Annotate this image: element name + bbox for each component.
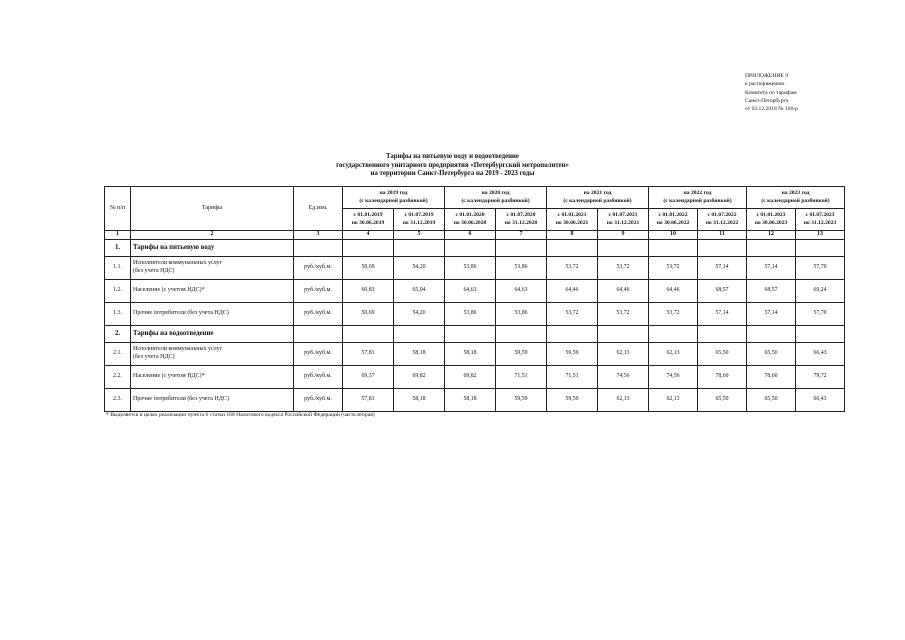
period-line: с 01.07.2021 xyxy=(608,211,638,218)
tariff-value: 57,14 xyxy=(698,303,747,326)
tariff-value: 53,72 xyxy=(598,303,649,326)
empty-cell xyxy=(445,326,496,343)
tariff-value: 53,72 xyxy=(547,257,598,280)
tariff-value: 71,51 xyxy=(547,366,598,389)
header-line: от 03.12.2018 № 166-р xyxy=(745,106,798,113)
tariff-value: 65,50 xyxy=(698,389,747,412)
col-number: 2 xyxy=(131,231,294,240)
empty-cell xyxy=(343,240,394,257)
empty-cell xyxy=(547,326,598,343)
period-line: по 31.12.2021 xyxy=(606,219,640,226)
empty-cell xyxy=(294,240,343,257)
tariff-value: 65,50 xyxy=(747,343,796,366)
row-num: 2.3. xyxy=(105,389,131,412)
tariff-value: 62,13 xyxy=(649,389,698,412)
tariff-value: 64,63 xyxy=(445,280,496,303)
section-num: 1. xyxy=(105,240,131,257)
year-sub: (с календарной разбивкой) xyxy=(563,197,632,204)
tariff-value: 54,20 xyxy=(394,303,445,326)
empty-cell xyxy=(698,240,747,257)
tariff-value: 78,60 xyxy=(747,366,796,389)
period-header xyxy=(445,209,496,231)
tariff-value: 78,60 xyxy=(698,366,747,389)
tariff-value: 58,18 xyxy=(445,389,496,412)
tariff-value: 64,46 xyxy=(598,280,649,303)
tariff-value: 53,86 xyxy=(496,257,547,280)
header-line: Санкт-Петербурга xyxy=(745,97,789,104)
tariff-value: 62,13 xyxy=(598,389,649,412)
col-number: 1 xyxy=(105,231,131,240)
col-number: 4 xyxy=(343,231,394,240)
tariff-value: 74,56 xyxy=(598,366,649,389)
tariff-value: 57,81 xyxy=(343,389,394,412)
tariff-value: 54,20 xyxy=(394,257,445,280)
row-name xyxy=(131,343,294,366)
tariff-value: 62,13 xyxy=(598,343,649,366)
empty-cell xyxy=(598,326,649,343)
col-number: 3 xyxy=(294,231,343,240)
tariff-value: 59,59 xyxy=(547,389,598,412)
empty-cell xyxy=(747,240,796,257)
period-line: по 31.12.2020 xyxy=(504,219,538,226)
row-unit: руб./куб.м. xyxy=(294,389,343,412)
footnote: * Выделяется в целях реализации пункта 6 статьи 168 Налогового кодекса Российской Федерации (часть вторая) xyxy=(106,412,375,418)
tariff-value: 53,86 xyxy=(445,257,496,280)
period-line: с 01.07.2023 xyxy=(805,211,835,218)
tariff-value: 59,59 xyxy=(496,343,547,366)
row-name-line: Исполнители коммунальных услуг xyxy=(133,346,223,353)
year-header xyxy=(547,187,649,209)
section-title: Тарифы на водоотведение xyxy=(131,326,294,343)
row-num: 1.1. xyxy=(105,257,131,280)
col-number: 13 xyxy=(796,231,845,240)
row-unit: руб./куб.м. xyxy=(294,280,343,303)
row-num: 2.2. xyxy=(105,366,131,389)
section-num: 2. xyxy=(105,326,131,343)
empty-cell xyxy=(698,326,747,343)
period-header xyxy=(547,209,598,231)
row-unit: руб./куб.м. xyxy=(294,303,343,326)
tariff-value: 69,82 xyxy=(445,366,496,389)
empty-cell xyxy=(598,240,649,257)
tariff-value: 53,86 xyxy=(445,303,496,326)
period-header xyxy=(698,209,747,231)
row-name-line: Население (с учетом НДС)* xyxy=(133,373,205,380)
tariff-value: 74,56 xyxy=(649,366,698,389)
year-sub: (с календарной разбивкой) xyxy=(461,197,530,204)
tariff-value: 53,72 xyxy=(649,257,698,280)
year-header xyxy=(747,187,845,209)
row-name-line: Население (с учетом НДС)* xyxy=(133,287,205,294)
tariff-value: 53,72 xyxy=(649,303,698,326)
row-name-line: Прочие потребители (без учета НДС) xyxy=(133,310,229,317)
title-line: Тарифы на питьевую воду и водоотведение xyxy=(386,153,519,160)
tariff-value: 65,50 xyxy=(747,389,796,412)
year-label: на 2020 год xyxy=(481,189,510,196)
period-header xyxy=(598,209,649,231)
tariff-value: 62,13 xyxy=(649,343,698,366)
col-number: 5 xyxy=(394,231,445,240)
period-line: с 01.01.2019 xyxy=(353,211,383,218)
tariff-value: 59,59 xyxy=(496,389,547,412)
header-line: ПРИЛОЖЕНИЕ 9 xyxy=(745,73,789,79)
tariff-value: 58,18 xyxy=(394,343,445,366)
empty-cell xyxy=(496,240,547,257)
period-line: с 01.01.2023 xyxy=(756,211,786,218)
row-name xyxy=(131,303,294,326)
empty-cell xyxy=(445,240,496,257)
row-unit: руб./куб.м. xyxy=(294,366,343,389)
row-name xyxy=(131,366,294,389)
empty-cell xyxy=(294,326,343,343)
tariff-value: 69,82 xyxy=(394,366,445,389)
approval-header xyxy=(745,72,798,113)
period-line: по 31.12.2019 xyxy=(402,219,436,226)
tariff-value: 57,70 xyxy=(796,257,845,280)
period-header xyxy=(747,209,796,231)
tariff-value: 65,50 xyxy=(698,343,747,366)
period-header xyxy=(343,209,394,231)
row-name-line: Исполнители коммунальных услуг xyxy=(133,260,223,267)
period-line: по 31.12.2023 xyxy=(803,219,837,226)
row-name-line: (без учета НДС) xyxy=(133,268,175,274)
row-name-line: Прочие потребители (без учета НДС) xyxy=(133,396,229,403)
period-line: с 01.07.2020 xyxy=(506,211,536,218)
period-line: по 30.06.2019 xyxy=(351,219,385,226)
year-sub: (с календарной разбивкой) xyxy=(761,197,830,204)
period-line: по 31.12.2022 xyxy=(705,219,739,226)
row-num: 1.3. xyxy=(105,303,131,326)
empty-cell xyxy=(747,326,796,343)
year-sub: (с календарной разбивкой) xyxy=(359,197,428,204)
period-header xyxy=(649,209,698,231)
col-number: 11 xyxy=(698,231,747,240)
tariff-value: 68,57 xyxy=(698,280,747,303)
section-title: Тарифы на питьевую воду xyxy=(131,240,294,257)
period-line: по 30.06.2023 xyxy=(754,219,788,226)
empty-cell xyxy=(547,240,598,257)
tariff-value: 68,57 xyxy=(747,280,796,303)
tariff-value: 53,72 xyxy=(547,303,598,326)
year-label: на 2023 год xyxy=(781,189,810,196)
tariff-value: 57,14 xyxy=(747,257,796,280)
year-label: на 2019 год xyxy=(379,189,408,196)
tariff-value: 58,18 xyxy=(394,389,445,412)
row-num: 1.2. xyxy=(105,280,131,303)
header-line: Комитета по тарифам xyxy=(745,89,797,96)
period-header xyxy=(796,209,845,231)
row-num: 2.1. xyxy=(105,343,131,366)
tariff-value: 53,86 xyxy=(496,303,547,326)
empty-cell xyxy=(796,240,845,257)
period-line: с 01.01.2021 xyxy=(557,211,587,218)
empty-cell xyxy=(394,240,445,257)
header-line: к распоряжению xyxy=(745,81,785,88)
tariff-value: 57,81 xyxy=(343,343,394,366)
tariff-value: 53,72 xyxy=(598,257,649,280)
row-name xyxy=(131,389,294,412)
year-sub: (с календарной разбивкой) xyxy=(663,197,732,204)
row-name-line: (без учета НДС) xyxy=(133,354,175,360)
row-unit: руб./куб.м. xyxy=(294,343,343,366)
period-line: по 30.06.2020 xyxy=(453,219,487,226)
empty-cell xyxy=(796,326,845,343)
tariff-value: 64,46 xyxy=(547,280,598,303)
tariff-value: 60,83 xyxy=(343,280,394,303)
row-name xyxy=(131,280,294,303)
period-header xyxy=(496,209,547,231)
col-number: 8 xyxy=(547,231,598,240)
col-number: 10 xyxy=(649,231,698,240)
period-line: по 30.06.2021 xyxy=(555,219,589,226)
tariff-value: 66,43 xyxy=(796,389,845,412)
tariff-table xyxy=(104,186,845,412)
tariff-value: 64,63 xyxy=(496,280,547,303)
row-unit: руб./куб.м. xyxy=(294,257,343,280)
tariff-value: 57,70 xyxy=(796,303,845,326)
tariff-value: 79,72 xyxy=(796,366,845,389)
period-line: с 01.01.2022 xyxy=(658,211,688,218)
tariff-value: 69,37 xyxy=(343,366,394,389)
empty-cell xyxy=(496,326,547,343)
col-number: 7 xyxy=(496,231,547,240)
tariff-value: 71,51 xyxy=(496,366,547,389)
year-header xyxy=(343,187,445,209)
title-line: государственного унитарного предприятия «Петербургский метрополитен» xyxy=(336,161,569,169)
col-number: 9 xyxy=(598,231,649,240)
tariff-value: 50,69 xyxy=(343,303,394,326)
period-line: с 01.07.2019 xyxy=(404,211,434,218)
period-line: с 01.01.2020 xyxy=(455,211,485,218)
empty-cell xyxy=(394,326,445,343)
period-line: по 30.06.2022 xyxy=(656,219,690,226)
title-line: на территории Санкт-Петербурга на 2019 - 2023 годы xyxy=(370,170,535,178)
period-line: с 01.07.2022 xyxy=(707,211,737,218)
col-number: 6 xyxy=(445,231,496,240)
tariff-value: 69,24 xyxy=(796,280,845,303)
year-header xyxy=(445,187,547,209)
tariff-value: 59,59 xyxy=(547,343,598,366)
col-number: 12 xyxy=(747,231,796,240)
tariff-value: 66,43 xyxy=(796,343,845,366)
col-header-tariff: Тарифы xyxy=(131,187,294,231)
tariff-value: 57,14 xyxy=(698,257,747,280)
document-title xyxy=(220,153,685,179)
col-header-unit: Ед.изм. xyxy=(294,187,343,231)
year-label: на 2021 год xyxy=(583,189,612,196)
tariff-value: 64,46 xyxy=(649,280,698,303)
empty-cell xyxy=(649,240,698,257)
tariff-value: 58,18 xyxy=(445,343,496,366)
period-header xyxy=(394,209,445,231)
col-header-num: № п/п xyxy=(105,187,131,231)
row-name xyxy=(131,257,294,280)
tariff-value: 57,14 xyxy=(747,303,796,326)
tariff-value: 65,04 xyxy=(394,280,445,303)
empty-cell xyxy=(649,326,698,343)
empty-cell xyxy=(343,326,394,343)
year-header xyxy=(649,187,747,209)
year-label: на 2022 год xyxy=(683,189,712,196)
tariff-value: 50,69 xyxy=(343,257,394,280)
